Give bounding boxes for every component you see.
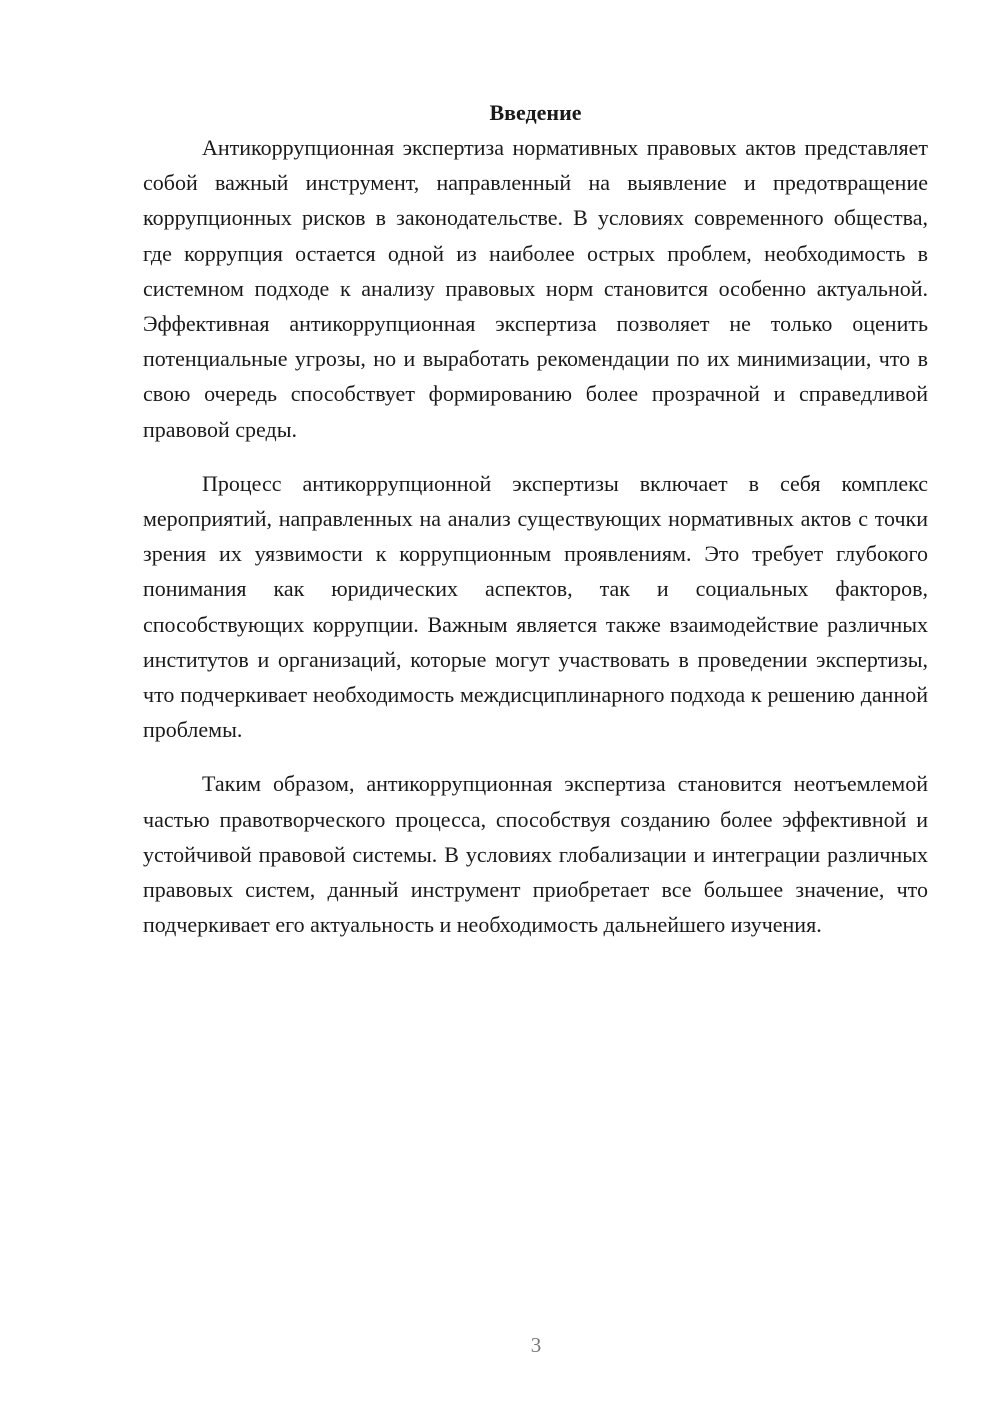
- paragraph-1: Антикоррупционная экспертиза нормативных правовых актов представляет собой важный инструмент, направленный на выявление и предотвращение коррупционных рисков в законодательстве. В условиях современного общества, где коррупция остается одной из наиболее острых проблем, необходимость в системном подходе к анализу правовых норм становится особенно актуальной. Эффективная антикоррупционная экспертиза позволяет не только оценить потенциальные угрозы, но и выработать рекомендации по их минимизации, что в свою очередь способствует формированию более прозрачной и справедливой правовой среды.: [143, 135, 928, 442]
- paragraph-2: Процесс антикоррупционной экспертизы включает в себя комплекс мероприятий, направленных на анализ существующих нормативных актов с точки зрения их уязвимости к коррупционным проявлениям. Это требует глубокого понимания как юридических аспектов, так и социальных факторов, способствующих коррупции. Важным является также взаимодействие различных институтов и организаций, которые могут участвовать в проведении экспертизы, что подчеркивает необходимость междисциплинарного подхода к решению данной проблемы.: [143, 470, 928, 743]
- page-content: [143, 95, 928, 961]
- page-heading: Введение: [489, 100, 582, 125]
- paragraph-3: Таким образом, антикоррупционная экспертиза становится неотъемлемой частью правотворческого процесса, способствуя созданию более эффективной и устойчивой правовой системы. В условиях глобализации и интеграции различных правовых систем, данный инструмент приобретает все большее значение, что подчеркивает его актуальность и необходимость дальнейшего изучения.: [143, 771, 928, 938]
- page-number: 3: [530, 1333, 542, 1357]
